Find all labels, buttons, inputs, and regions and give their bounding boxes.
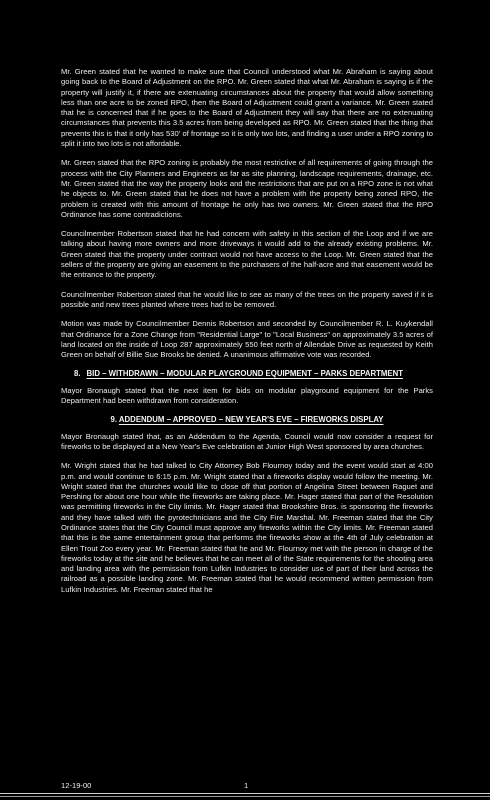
- paragraph-rpo-zoning: Mr. Green stated that the RPO zoning is probably the most restrictive of all requirements of going through the process with the City Planners and Engineers as far as site planning, landscape requirements, drainage, etc. Mr. Green stated that the way the property looks and the restrictions that are put on a RPO zone is not what he objects to. Mr. Green stated that he does not have a problem with the property being zoned RPO, the problem is created with this amount of frontage he only has two owners. Mr. Green stated that the RPO Ordinance has some contradictions.: [61, 158, 433, 219]
- section-9-heading: [61, 415, 433, 425]
- section-8-body: Mayor Bronaugh stated that the next item for bids on modular playground equipment for the Parks Department had been withdrawn from consideration.: [61, 385, 433, 406]
- footer-page-number: 1: [244, 781, 249, 790]
- section-8-number: 8.: [74, 369, 81, 379]
- section-9-body-addendum: Mayor Bronaugh stated that, as an Addendum to the Agenda, Council would now consider a request for fireworks to be displayed at a New Year's Eve celebration at Junior High West sponsored by area churches.: [61, 431, 433, 451]
- paragraph-green-board-of-adjustment: Mr. Green stated that he wanted to make sure that Council understood what Mr. Abraham is saying about going back to the Board of Adjustment on the RPO. Mr. Green stated that what Mr. Abraham is saying is if the property will justify it, if there are extenuating circumstances about the property that would allow something less than one acre to be zoned RPO, then the Board of Adjustment could grant a variance. Mr. Green stated that he is concerned that if he goes to the Board of Adjustment they will say that there are no extenuating circumstances that prevents this 3.5 acres from being developed as RPO. Mr. Green stated that the thing that prevents this is that it only has 530' of frontage so it is only two lots, and finding a user under a RPO zoning to split it into two lots is not affordable.: [61, 67, 433, 149]
- paragraph-robertson-safety: Councilmember Robertson stated that he had concern with safety in this section of the Loop and if we are talking about having more owners and more driveways it would add to the already existing problems. Mr. Green stated that the property under contract would not have access to the Loop. Mr. Green stated that the sellers of the property are giving an easement to the purchasers of the half-acre and that easement would be the entrance to the property.: [61, 229, 433, 280]
- paragraph-robertson-trees: Councilmember Robertson stated that he would like to see as many of the trees on the property saved if it is possible and new trees planted where trees had to be removed.: [61, 289, 433, 309]
- bottom-rule: [0, 793, 490, 794]
- section-9-title: ADDENDUM – APPROVED – NEW YEAR'S EVE – FIREWORKS DISPLAY: [118, 415, 384, 425]
- paragraph-motion: Motion was made by Councilmember Dennis Robertson and seconded by Councilmember R. L. Kuykendall that Ordinance for a Zone Change from "Residential Large" to "Local Business" on approximately 3.5 acres of land located on the inside of Loop 287 approximately 550 feet north of Allendale Drive as requested by Keith Green on behalf of Billie Sue Brooks be denied. A unanimous affirmative vote was recorded.: [61, 319, 433, 360]
- section-8-title: BID – WITHDRAWN – MODULAR PLAYGROUND EQUIPMENT – PARKS DEPARTMENT: [86, 369, 404, 379]
- bottom-rule-secondary: [0, 796, 490, 797]
- section-8-heading: [61, 369, 433, 379]
- section-9-number: 9.: [110, 415, 118, 425]
- minutes-body: [61, 67, 433, 595]
- section-9-body-wright: Mr. Wright stated that he had talked to City Attorney Bob Flournoy today and the event would start at 4:00 p.m. and would continue to 6:15 p.m. Mr. Wright stated that a fireworks display would follow the meeting. Mr. Wright stated that the churches would like to close off that portion of Angelina Street between Raguet and Pershing for about one hour while the fireworks are taking place. Mr. Hager stated that part of the Resolution was permitting fireworks in the City limits. Mr. Hager stated that Brookshire Bros. is sponsoring the fireworks and they have talked with the pyrotechnicians and the City Fire Marshal. Mr. Freeman stated that the City Ordinance states that the City Council must approve any fireworks within the City limits. Mr. Freeman stated that this is the same entertainment group that performs the fireworks show at the 4th of July celebration at Ellen Trout Zoo every year. Mr. Freeman stated that he and Mr. Flournoy met with the person in charge of the fireworks today at the site and he believes that he can meet all of the State requirements for the shooting area and landing area with the permission from Lufkin Industries to consider use of part of their land across the railroad as a possible landing zone. Mr. Freeman stated that he would recommend written permission from Lufkin Industries. Mr. Freeman stated that he: [61, 461, 433, 594]
- footer-date: 12-19-00: [61, 781, 92, 790]
